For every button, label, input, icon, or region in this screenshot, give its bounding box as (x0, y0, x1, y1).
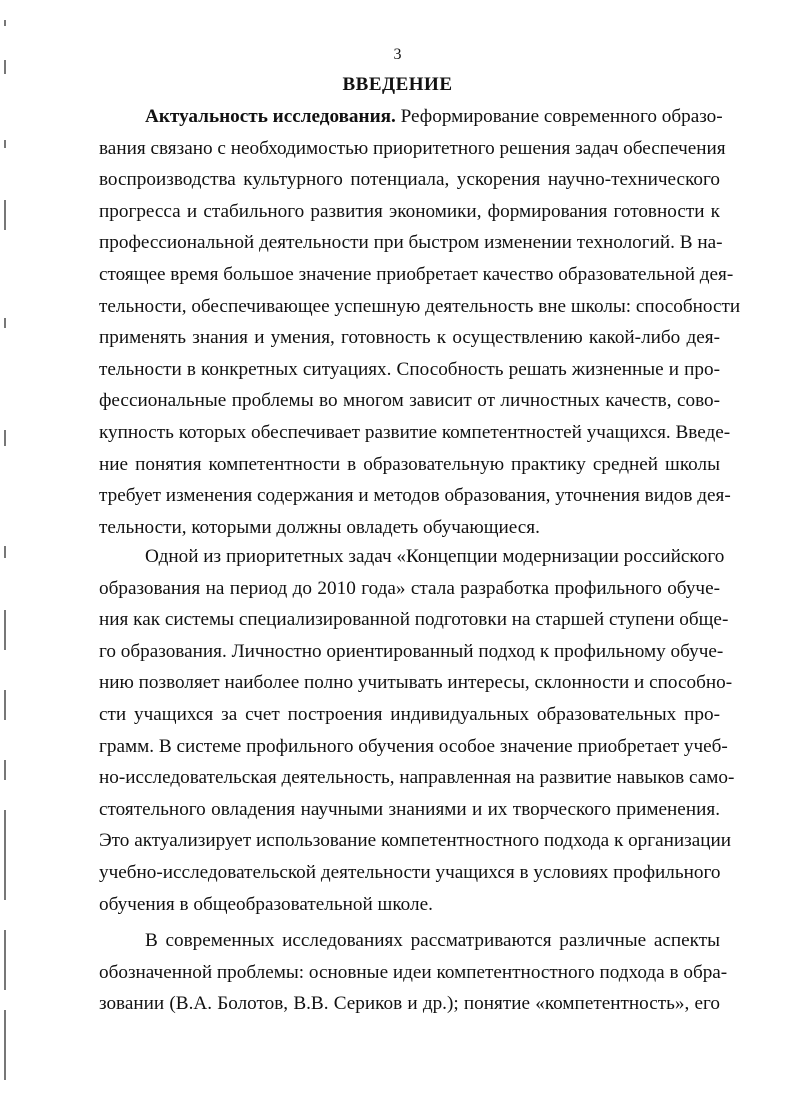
paragraph-line: сти учащихся за счет построения индивидуальных образовательных про- (99, 703, 720, 725)
paragraph-line: ние понятия компетентности в образовательную практику средней школы (99, 453, 720, 475)
paragraph-line: обучения в общеобразовательной школе. (99, 893, 433, 915)
paragraph-line: обозначенной проблемы: основные идеи компетентностного подхода в обра- (99, 961, 728, 983)
paragraph-line: стоятельного овладения научными знаниями и их творческого применения. (99, 798, 720, 820)
paragraph-line: тельности, которыми должны овладеть обучающиеся. (99, 516, 540, 538)
page-number: 3 (393, 46, 402, 63)
paragraph-line: нию позволяет наиболее полно учитывать интересы, склонности и способно- (99, 672, 733, 694)
paragraph-line: зовании (В.А. Болотов, В.В. Сериков и др.); понятие «компетентность», его (99, 993, 720, 1015)
paragraph-line: профессиональной деятельности при быстром изменении технологий. В на- (99, 232, 723, 254)
paragraph-line: применять знания и умения, готовность к осуществлению какой-либо дея- (99, 327, 720, 349)
paragraph-line: грамм. В системе профильного обучения особое значение приобретает учеб- (99, 735, 728, 757)
paragraph-line: учебно-исследовательской деятельности учащихся в условиях профильного (99, 861, 721, 883)
paragraph-relevance (99, 101, 741, 543)
paragraph-concept (99, 541, 735, 920)
paragraph-line: купность которых обеспечивает развитие компетентностей учащихся. Введе- (99, 421, 731, 443)
paragraph-line: фессиональные проблемы во многом зависит от личностных качеств, сово- (99, 390, 720, 412)
paragraph-line: Актуальность исследования. Реформирование современного образо- (145, 106, 723, 127)
page-title: ВВЕДЕНИЕ (342, 74, 453, 95)
paragraph-line: прогресса и стабильного развития экономики, формирования готовности к (99, 200, 720, 222)
paragraph-line: тельности, обеспечивающее успешную деятельность вне школы: способности (99, 295, 741, 317)
paragraph-line: но-исследовательская деятельность, направленная на развитие навыков само- (99, 767, 735, 789)
paragraph-line: образования на период до 2010 года» стала разработка профильного обуче- (99, 577, 720, 599)
paragraph-line: требует изменения содержания и методов образования, уточнения видов дея- (99, 485, 731, 507)
paragraph-lead: Актуальность исследования. (145, 106, 396, 127)
paragraph-line: воспроизводства культурного потенциала, ускорения научно-технического (99, 169, 720, 191)
paragraph-line: тельности в конкретных ситуациях. Способность решать жизненные и про- (99, 358, 720, 380)
paragraph-line: ния как системы специализированной подготовки на старшей ступени обще- (99, 609, 729, 631)
paragraph-line: стоящее время большое значение приобретает качество образовательной дея- (99, 263, 734, 285)
paragraph-research (99, 925, 728, 1020)
paragraph-line: Это актуализирует использование компетентностного подхода к организации (99, 830, 732, 852)
paragraph-line: вания связано с необходимостью приоритетного решения задач обеспечения (99, 137, 726, 159)
paragraph-line: го образования. Личностно ориентированный подход к профильному обуче- (99, 640, 724, 662)
paragraph-line: В современных исследованиях рассматриваются различные аспекты (145, 930, 720, 951)
scan-edge-marks (0, 0, 14, 1096)
paragraph-line: Одной из приоритетных задач «Концепции модернизации российского (145, 546, 725, 567)
